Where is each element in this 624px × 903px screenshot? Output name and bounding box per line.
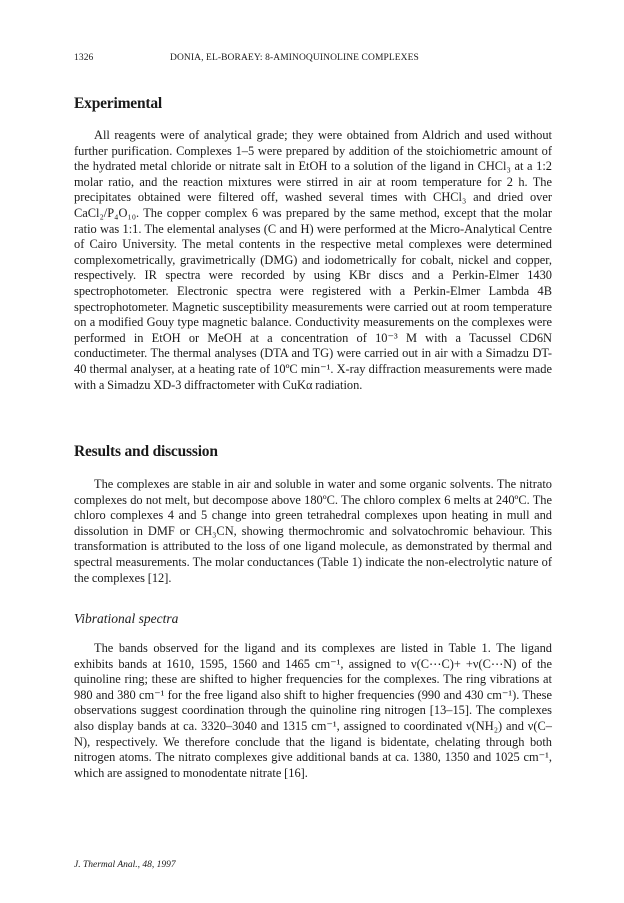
subsection-heading-vibrational: Vibrational spectra — [74, 611, 179, 626]
section-heading-results: Results and discussion — [74, 443, 218, 460]
journal-footer: J. Thermal Anal., 48, 1997 — [74, 860, 176, 870]
running-head — [74, 53, 552, 69]
paragraph-experimental: All reagents were of analytical grade; they were obtained from Aldrich and used without further purification. Complexes 1–5 were prepared by addition of the stoichiometric amount of the hydrated metal chloride or nitrate salt in EtOH to a solution of the ligand in CHCl₃ at a 1:2 molar ratio, and the reaction mixtures were stirred in air at room temperature for 2 h. The precipitates obtained were filtered off, washed several times with CHCl₃ and dried over CaCl₂/P₄O₁₀. The copper complex 6 was prepared by the same method, except that the molar ratio was 1:1. The elemental analyses (C and H) were performed at the Micro-Analytical Centre of Cairo University. The metal contents in the respective metal complexes were determined complexometrically, gravimetrically (DMG) and iodometrically for cobalt, nickel and copper, respectively. IR spectra were recorded by using KBr discs and a Perkin-Elmer 1430 spectrophotometer. Electronic spectra were registered with a Perkin-Elmer Lambda 4B spectrophotometer. Magnetic susceptibility measurements were carried out at room temperature on a modified Gouy type magnetic balance. Conductivity measurements on the complexes were performed in EtOH or MeOH at a concentration of 10⁻³ M with a Tacussel CD6N conductimeter. The thermal analyses (DTA and TG) were carried out in air with a Simadzu DT-40 thermal analyser, at a heating rate of 10ºC min⁻¹. X-ray diffraction measurements were made with a Simadzu XD-3 diffractometer with CuKα radiation. — [74, 128, 552, 392]
page-number: 1326 — [74, 53, 94, 63]
section-heading-experimental: Experimental — [74, 95, 163, 112]
paragraph-vibrational: The bands observed for the ligand and its complexes are listed in Table 1. The ligand exhibits bands at 1610, 1595, 1560 and 1465 cm⁻¹, assigned to ν(C⋯C)+ +ν(C⋯N) of the quinoline ring; these are shifted to higher frequencies for the complexes. The ring vibrations at 980 and 380 cm⁻¹ for the free ligand also shift to higher frequencies (990 and 430 cm⁻¹). These observations suggest coordination through the quinoline ring nitrogen [13–15]. The complexes also display bands at ca. 3320–3040 and 1315 cm⁻¹, assigned to coordinated ν(NH₂) and ν(C–N), respectively. We therefore conclude that the ligand is bidentate, chelating through both nitrogen atoms. The nitrato complexes give additional bands at ca. 1380, 1350 and 1025 cm⁻¹, which are assigned to monodentate nitrate [16]. — [74, 641, 552, 780]
running-head-title: DONIA, EL-BORAEY: 8-AMINOQUINOLINE COMPLEXES — [170, 53, 419, 63]
paragraph-results: The complexes are stable in air and soluble in water and some organic solvents. The nitrato complexes do not melt, but decompose above 180ºC. The chloro complex 6 melts at 240ºC. The chloro complexes 4 and 5 change into green tetrahedral complexes upon heating in mull and dissolution in DMF or CH₃CN, showing thermochromic and solvatochromic behaviour. This transformation is attributed to the loss of one ligand molecule, as demonstrated by thermal and spectral measurements. The molar conductances (Table 1) indicate the non-electrolytic nature of the complexes [12]. — [74, 477, 552, 585]
